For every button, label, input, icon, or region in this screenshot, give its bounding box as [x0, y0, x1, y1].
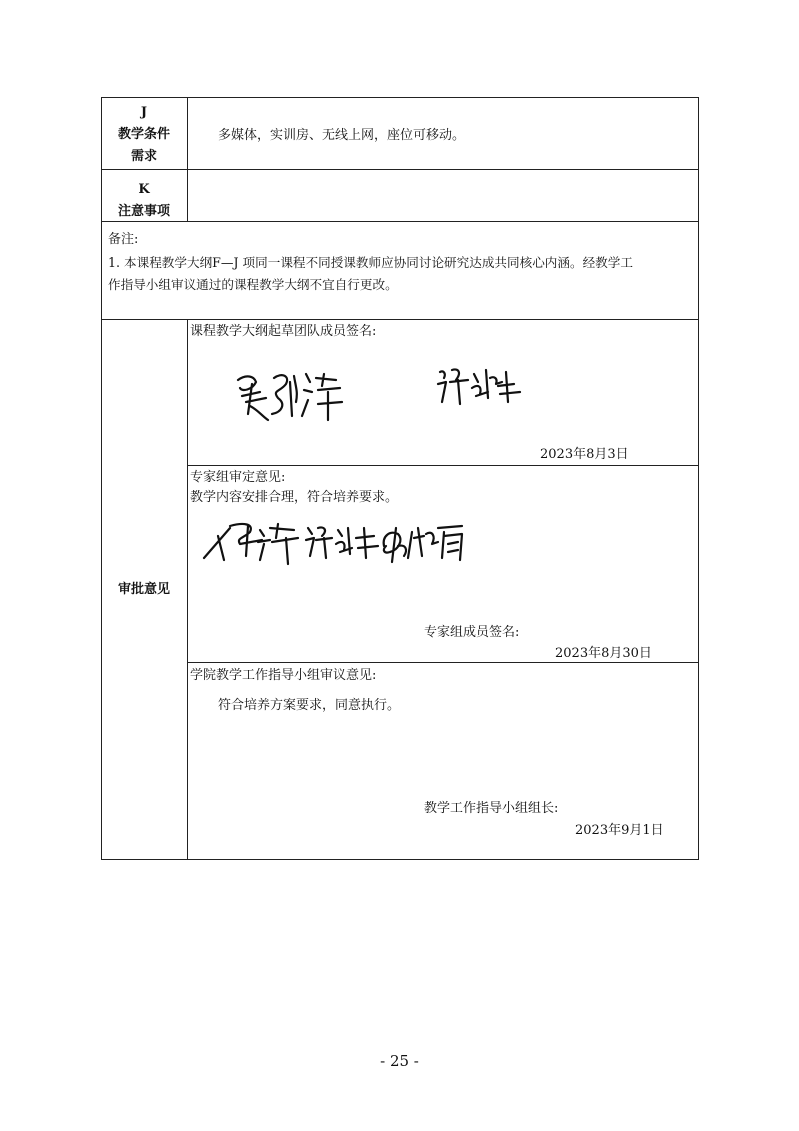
expert-date: 2023年8月30日: [555, 646, 652, 661]
approval-label: 审批意见: [117, 582, 170, 597]
remarks-title: 备注:: [108, 232, 139, 247]
remarks-line-2: 作指导小组审议通过的课程教学大纲不宜自行更改。: [108, 277, 398, 292]
college-opinion: 符合培养方案要求，同意执行。: [218, 698, 401, 713]
drafting-signature-1: [232, 362, 350, 424]
drafting-signature-2: [436, 362, 522, 408]
row-k-label: 注意事项: [117, 204, 170, 219]
drafting-title: 课程教学大纲起草团队成员签名:: [190, 324, 377, 339]
expert-signature-2: [304, 520, 380, 562]
row-j-label-line1: 教学条件: [117, 127, 170, 142]
college-date: 2023年9月1日: [575, 823, 664, 838]
college-signer-label: 教学工作指导小组组长:: [424, 801, 559, 816]
college-title: 学院教学工作指导小组审议意见:: [190, 668, 377, 683]
row-divider-k-remarks: [101, 221, 699, 222]
row-j-label-line2: 需求: [130, 149, 157, 164]
row-k-letter: K: [138, 182, 150, 197]
row-j-letter: J: [140, 105, 148, 120]
remarks-line-1: 1. 本课程教学大纲F—J 项同一课程不同授课教师应协同讨论研究达成共同核心内涵。经教学工: [108, 255, 633, 270]
row-divider-j-k: [101, 169, 699, 170]
expert-signature-1: [200, 516, 302, 566]
expert-signer-label: 专家组成员签名:: [424, 625, 520, 640]
row-divider-remarks-approval: [101, 319, 699, 320]
expert-opinion: 教学内容安排合理，符合培养要求。: [190, 490, 399, 505]
row-j-content: 多媒体，实训房、无线上网，座位可移动。: [218, 128, 466, 143]
row-divider-expert-college: [187, 662, 699, 663]
row-divider-drafting-expert: [187, 465, 699, 466]
drafting-date: 2023年8月3日: [540, 447, 629, 462]
expert-title: 专家组审定意见:: [190, 470, 286, 485]
col-divider-top: [187, 97, 188, 221]
col-divider-bottom: [187, 319, 188, 860]
page-number: - 25 -: [380, 1052, 419, 1070]
expert-signature-3: [378, 518, 468, 566]
